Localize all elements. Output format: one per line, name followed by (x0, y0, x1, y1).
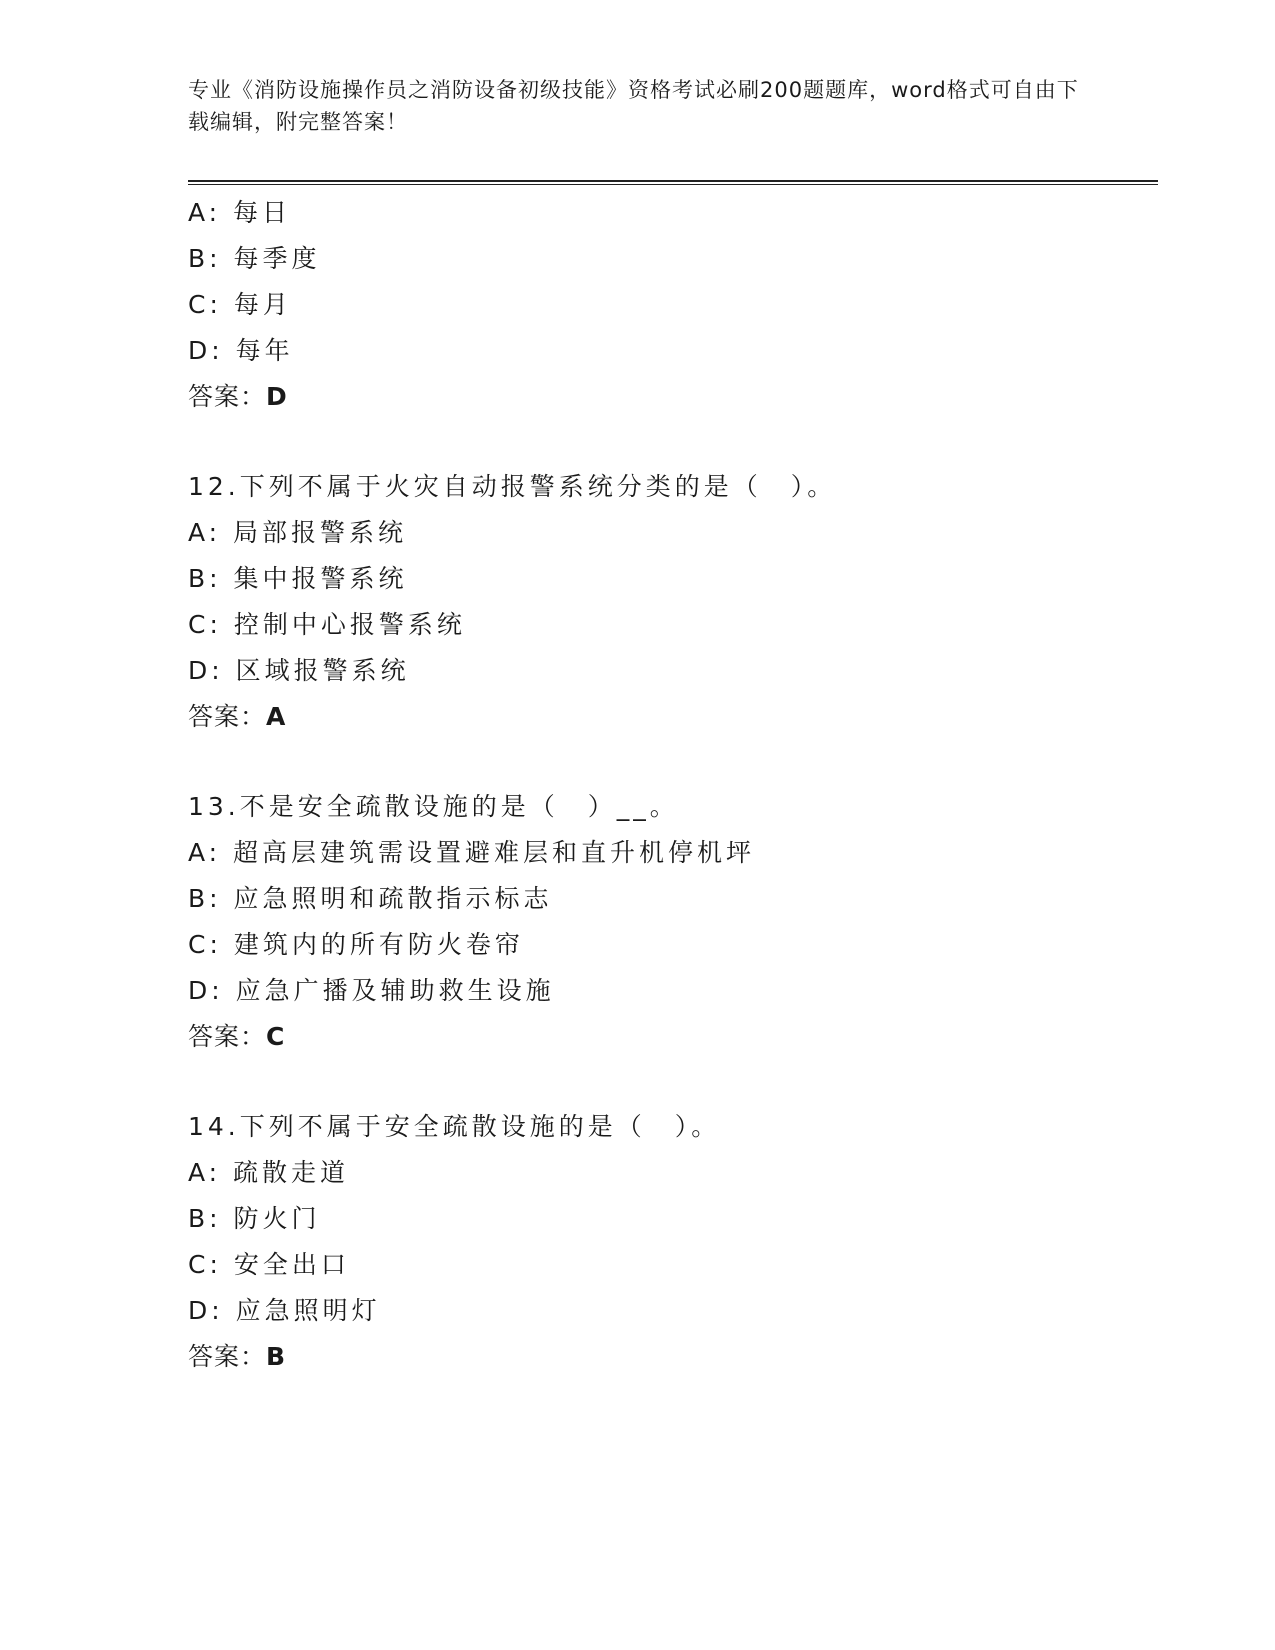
answer-label: 答案： (188, 382, 267, 411)
option-b: B: 应急照明和疏散指示标志 (188, 884, 553, 913)
option-a: A: 超高层建筑需设置避难层和直升机停机坪 (188, 838, 756, 867)
answer-line (188, 374, 1158, 420)
option-a: A: 局部报警系统 (188, 518, 408, 547)
option-b: B: 每季度 (188, 244, 321, 273)
answer-label: 答案： (188, 702, 267, 731)
option-d: D: 应急广播及辅助救生设施 (188, 976, 555, 1005)
question-stem: 12.下列不属于火灾自动报警系统分类的是（ ）。 (188, 472, 837, 501)
option-c: C: 控制中心报警系统 (188, 610, 466, 639)
answer-label: 答案： (188, 1342, 267, 1371)
answer-value: D (266, 382, 288, 411)
document-header: 专业《消防设施操作员之消防设备初级技能》资格考试必刷200题题库，word格式可自由下载编辑，附完整答案！ (188, 78, 1079, 134)
header-rule-thin (188, 184, 1158, 185)
option-c: C: 建筑内的所有防火卷帘 (188, 930, 524, 959)
option-d: D: 应急照明灯 (188, 1296, 381, 1325)
header-rule-thick (188, 180, 1158, 182)
answer-value: C (266, 1022, 286, 1051)
question-12 (188, 464, 1158, 740)
question-list (188, 190, 1158, 1424)
question-stem: 14.下列不属于安全疏散设施的是（ ）。 (188, 1112, 721, 1141)
option-d: D: 每年 (188, 336, 294, 365)
option-c: C: 安全出口 (188, 1250, 350, 1279)
answer-value: B (266, 1342, 287, 1371)
question-stem: 13.不是安全疏散设施的是（ ）__。 (188, 792, 679, 821)
option-d: D: 区域报警系统 (188, 656, 410, 685)
option-a: A: 每日 (188, 198, 292, 227)
option-a: A: 疏散走道 (188, 1158, 350, 1187)
option-b: B: 集中报警系统 (188, 564, 408, 593)
answer-label: 答案： (188, 1022, 267, 1051)
answer-line (188, 1334, 1158, 1380)
question-14 (188, 1104, 1158, 1380)
option-b: B: 防火门 (188, 1204, 321, 1233)
answer-line (188, 1014, 1158, 1060)
answer-value: A (266, 702, 287, 731)
question-11-continued (188, 190, 1158, 420)
question-13 (188, 784, 1158, 1060)
option-c: C: 每月 (188, 290, 292, 319)
answer-line (188, 694, 1158, 740)
